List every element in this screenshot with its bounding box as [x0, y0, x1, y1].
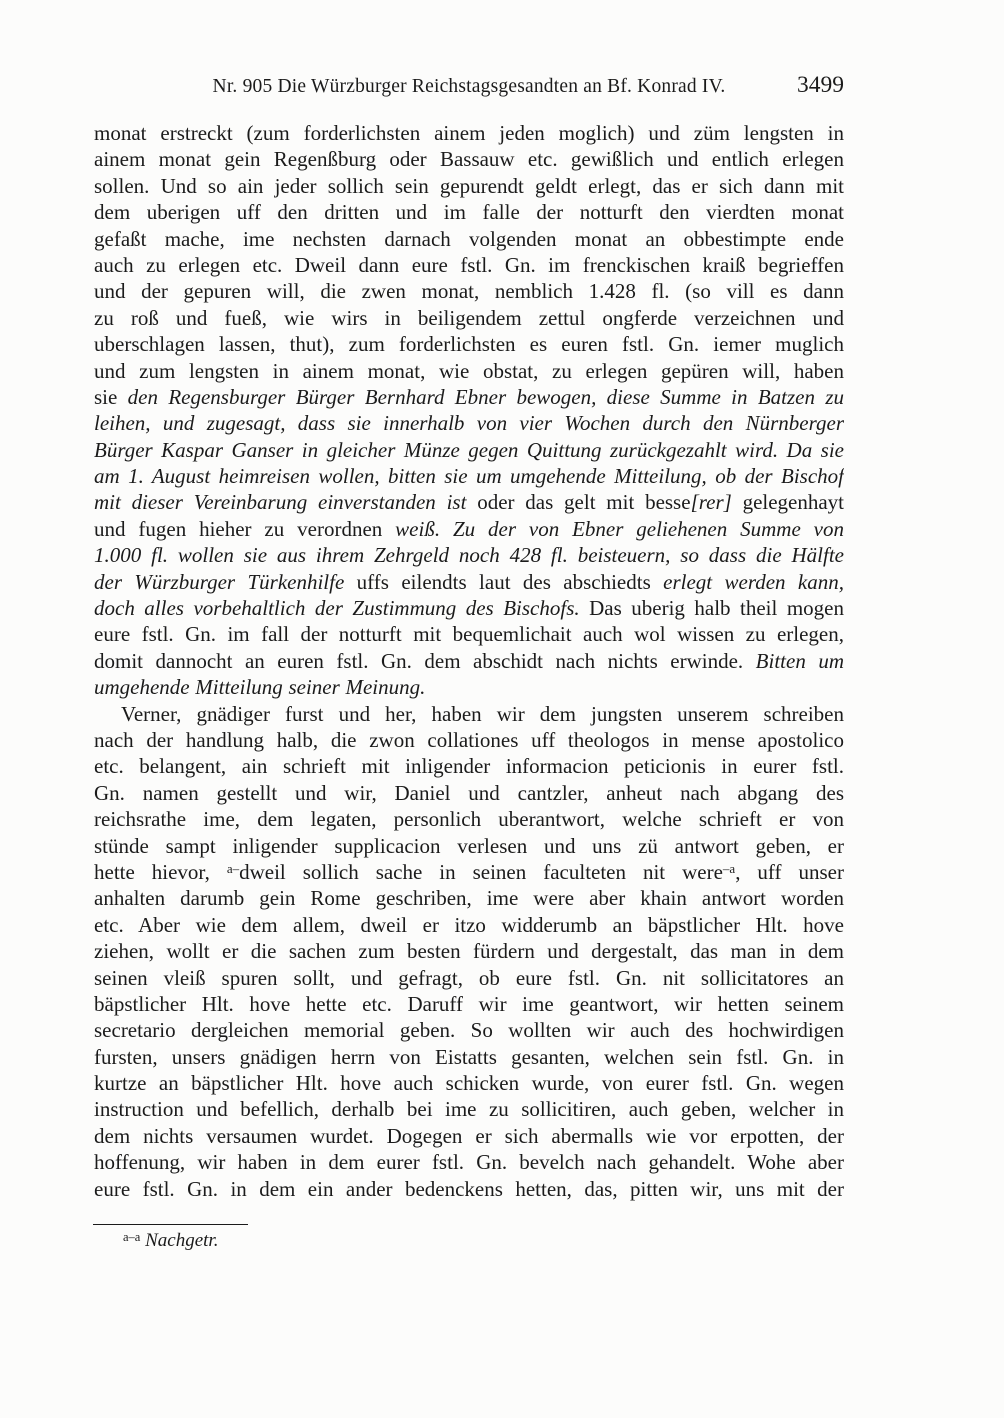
text-line [94, 1176, 844, 1202]
text-line [94, 410, 844, 436]
text-run: monat erstreckt (zum forderlichsten ainem jeden moglich) und züm lengsten in [94, 121, 844, 145]
text-line [94, 569, 844, 595]
text-line [94, 120, 844, 146]
body-text [94, 120, 844, 1202]
text-run: sie [94, 384, 128, 409]
text-run: domit dannocht an euren fstl. Gn. dem abschidt nach nichts erwinde. [94, 648, 756, 673]
text-line [94, 358, 844, 384]
text-line [94, 305, 844, 331]
text-line [94, 833, 844, 859]
text-line [94, 1096, 844, 1122]
text-run: sollen. Und so ain jeder sollich sein gepurendt geldt erlegt, das er sich dann mit [94, 173, 844, 198]
text-line [94, 278, 844, 304]
text-run: dem nichts versaumen wurdet. Dogegen er sich abermalls wie vor erpotten, der [94, 1123, 844, 1148]
text-run: eure fstl. Gn. im fall der notturft mit bequemlichait auch wol wissen zu erlegen, [94, 622, 844, 647]
text-run: uffs eilendts laut des abschiedts [344, 569, 664, 594]
editorial-note-marker: a– [226, 860, 240, 876]
text-run: ziehen, wollt er die sachen zum besten fürdern und dergestalt, das man in dem [94, 939, 844, 964]
italic-text-run: leihen, und zugesagt, dass sie innerhalb von vier Wochen durch den Nürnberger [94, 411, 844, 436]
text-line [94, 938, 844, 964]
text-line [94, 806, 844, 832]
text-run: dweil sollich sache in seinen faculteten nit were [239, 859, 723, 884]
text-line [94, 991, 844, 1017]
text-run: und zum lengsten in ainem monat, wie obstat, zu erlegen gepüren will, haben [94, 358, 844, 383]
text-run: etc. Aber wie dem allem, dweil er itzo widderumb an bäpstlicher Hlt. hove [94, 912, 844, 937]
text-line [94, 146, 844, 172]
text-run: fursten, unsers gnädigen herrn von Eistatts gesanten, welchen sein fstl. Gn. in [94, 1044, 844, 1069]
text-line [94, 463, 844, 489]
text-line [94, 674, 844, 700]
text-run: Gn. namen gestellt und wir, Daniel und cantzler, anheut nach abgang des [94, 780, 844, 805]
text-line [94, 173, 844, 199]
italic-text-run: den Regensburger Bürger Bernhard Ebner bewogen, diese Summe in Batzen zu [127, 384, 844, 409]
text-run: hette hievor, [94, 859, 227, 884]
text-line [94, 1017, 844, 1043]
text-line [94, 1149, 844, 1175]
text-run: uberschlagen lassen, thut), zum forderlichsten es euren fstl. Gn. iemer muglich [94, 332, 844, 357]
text-line [94, 912, 844, 938]
footnote-text: Nachgetr. [145, 1230, 219, 1251]
text-run: Das uberig halb theil mogen [579, 596, 844, 621]
italic-text-run: der Würzburger Türkenhilfe [94, 569, 345, 594]
text-run: , uff unser [735, 859, 844, 884]
editorial-note-marker: –a [722, 860, 736, 876]
text-run: kurtze an bäpstlicher Hlt. hove auch schicken wurde, von eurer fstl. Gn. wegen [94, 1071, 844, 1096]
text-run: zu roß und fueß, wie wirs in beiligendem zettul ongferde verzeichnen und [94, 305, 844, 330]
text-run: seinen vleiß spuren sollt, und gefragt, ob eure fstl. Gn. nit sollicitatores an [94, 965, 844, 990]
text-run: oder das gelt mit besse [466, 490, 691, 515]
italic-text-run: erlegt werden kann, [663, 569, 844, 594]
text-run: hoffenung, wir haben in dem eurer fstl. Gn. bevelch nach gehandelt. Wohe aber [94, 1150, 844, 1175]
text-line [94, 331, 844, 357]
text-run: gelegenhayt [731, 490, 844, 515]
text-line [94, 701, 844, 727]
text-run: dem uberigen uff den dritten und im falle der notturft den vierdten monat [94, 200, 844, 225]
italic-text-run: weiß. Zu der von Ebner geliehenen Summe von [395, 516, 844, 541]
text-line [94, 1044, 844, 1070]
text-line [94, 1070, 844, 1096]
text-line [94, 648, 844, 674]
running-header: Nr. 905 Die Würzburger Reichstagsgesandten an Bf. Konrad IV. [212, 76, 726, 97]
italic-text-run: 1.000 fl. wollen sie aus ihrem Zehrgeld noch 428 fl. beisteuern, so dass die Hälfte [94, 543, 844, 568]
text-run: auch zu erlegen etc. Dweil dann eure fstl. Gn. im frenckischen kraiß begrieffen [94, 252, 844, 277]
text-line [94, 621, 844, 647]
text-line [94, 384, 844, 410]
text-run: anhalten darumb gein Rome geschriben, ime were aber khain antwort worden [94, 886, 844, 911]
text-run: secretario dergleichen memorial geben. So wollten wir auch des hochwirdigen [94, 1018, 844, 1043]
text-line [94, 437, 844, 463]
text-line [94, 489, 844, 515]
italic-text-run: doch alles vorbehaltlich der Zustimmung des Bischofs. [94, 596, 580, 621]
text-line [94, 780, 844, 806]
italic-text-run: am 1. August heimreisen wollen, bitten sie um umgehende Mitteilung, ob der Bischof [94, 464, 844, 489]
page-number: 3499 [797, 72, 844, 98]
text-run: und der gepuren will, die zwen monat, nemblich 1.428 fl. (so vill es dann [94, 279, 844, 304]
text-run: reichsrathe ime, dem legaten, personlich uberantwort, welche schrieft er von [94, 807, 844, 832]
text-run: Verner, gnädiger furst und her, haben wir dem jungsten unserem schreiben [121, 701, 844, 726]
text-run: stünde sampt inligender supplicacion verlesen und uns zü antwort geben, er [94, 833, 844, 858]
text-run: nach der handlung halb, die zwon collationes uff theologos in mense apostolico [94, 727, 844, 752]
text-run: instruction und befellich, derhalb bei ime zu sollicitiren, auch geben, welcher in [94, 1097, 844, 1122]
text-run: bäpstlicher Hlt. hove hette etc. Daruff wir ime geantwort, wir hetten seinem [94, 991, 844, 1016]
footnote-marker: a–a [123, 1230, 141, 1244]
text-line [94, 753, 844, 779]
text-line [94, 199, 844, 225]
text-line [94, 727, 844, 753]
italic-text-run: umgehende Mitteilung seiner Meinung. [94, 675, 426, 700]
text-line [94, 516, 844, 542]
text-run: ainem monat gein Regenßburg oder Bassauw etc. gewißlich und entlich erlegen [94, 147, 844, 172]
italic-text-run: Bürger Kaspar Ganser in gleicher Münze gegen Quittung zurückgezahlt wird. Da sie [94, 437, 844, 462]
footnote [94, 1229, 844, 1253]
text-line [94, 542, 844, 568]
text-run: und fugen hieher zu verordnen [94, 516, 396, 541]
italic-text-run: Bitten um [755, 648, 844, 673]
text-line [94, 859, 844, 885]
footnote-rule [93, 1224, 248, 1225]
text-line [94, 885, 844, 911]
text-run: gefaßt mache, ime nechsten darnach volgenden monat an obbestimpte ende [94, 226, 844, 251]
text-line [94, 226, 844, 252]
text-run: eure fstl. Gn. in dem ein ander bedenckens hetten, das, pitten wir, uns mit der [94, 1176, 844, 1201]
text-line [94, 252, 844, 278]
text-run: etc. belangent, ain schrieft mit inligender informacion peticionis in eurer fstl. [94, 754, 844, 779]
italic-text-run: mit dieser Vereinbarung einverstanden ist [94, 490, 467, 515]
italic-text-run: [rer] [690, 490, 732, 515]
text-line [94, 1123, 844, 1149]
text-line [94, 965, 844, 991]
text-line [94, 595, 844, 621]
